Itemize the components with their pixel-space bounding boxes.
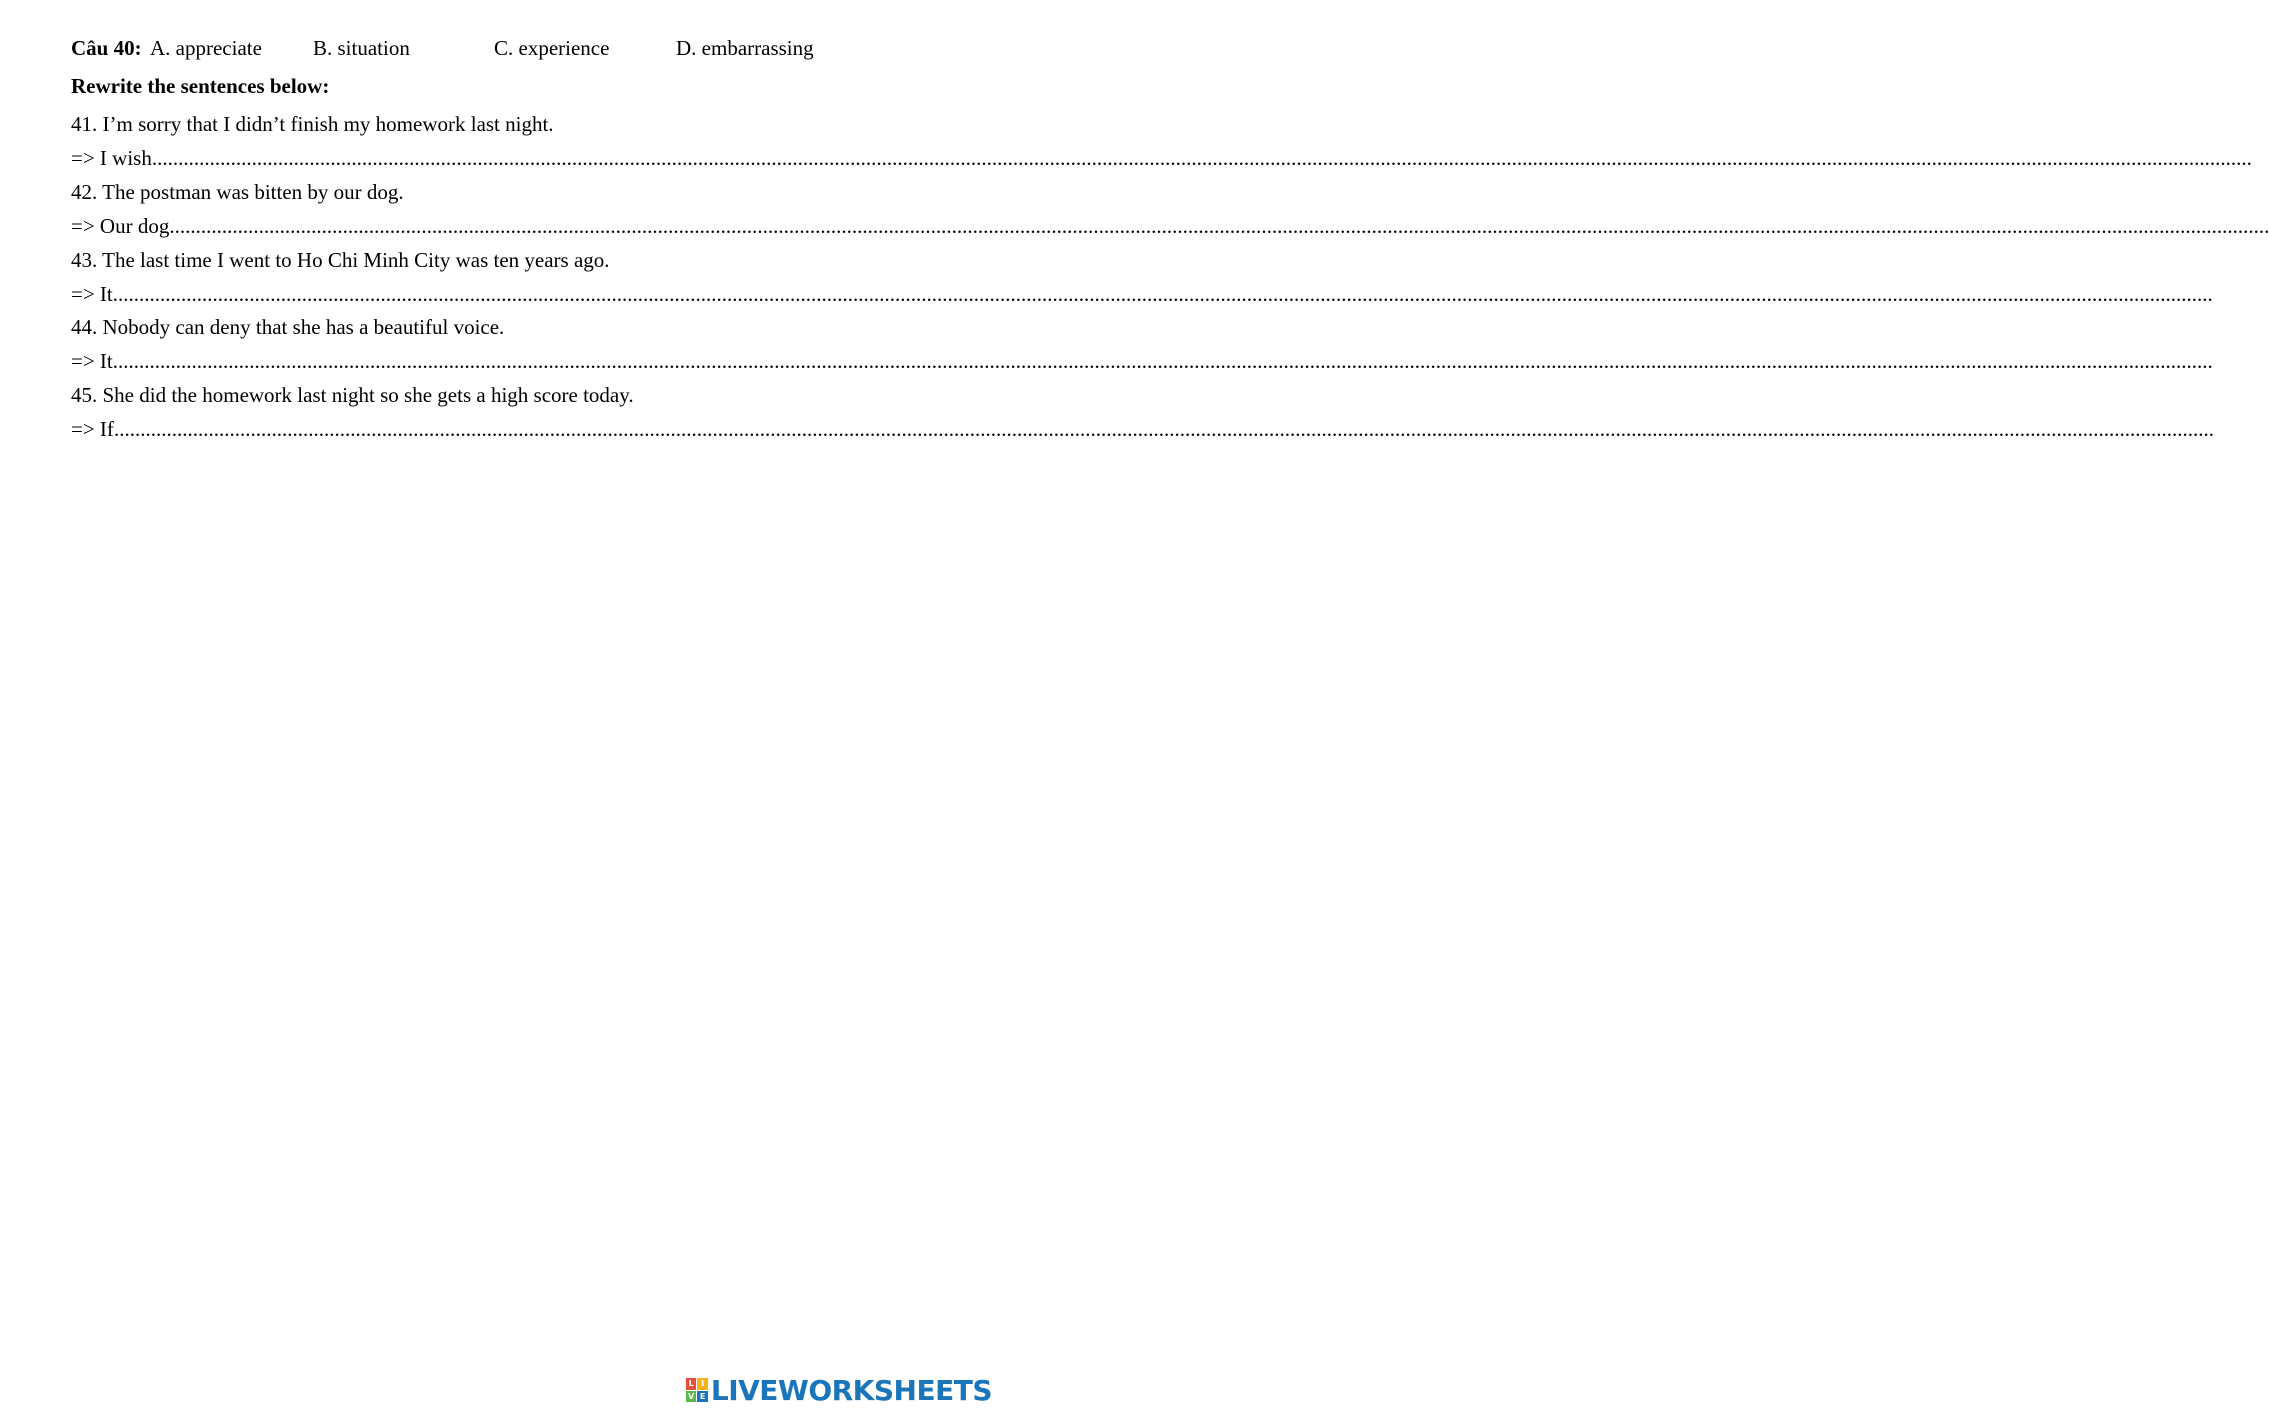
answer-prefix: => Our dog [71, 214, 170, 238]
option-c: C. experience [494, 36, 610, 60]
section-heading: Rewrite the sentences below: [71, 74, 330, 98]
option-d: D. embarrassing [676, 36, 814, 60]
answer-43[interactable] [71, 282, 2213, 306]
answer-42[interactable] [71, 214, 2269, 238]
question-40-options [71, 36, 931, 62]
dotted-answer-line: ................................................................................................................................................................................................................................................................................................................................................................................................................ [113, 417, 2214, 441]
dotted-answer-line: ................................................................................................................................................................................................................................................................................................................................................................................................................ [151, 146, 2252, 170]
option-b: B. situation [313, 36, 410, 60]
logo-mark-letter: E [697, 1391, 708, 1403]
logo-mark-icon [686, 1378, 708, 1402]
logo-text: LIVEWORKSHEETS [710, 1373, 992, 1407]
liveworksheets-logo [686, 1373, 992, 1407]
answer-41[interactable] [71, 146, 2252, 170]
question-43: 43. The last time I went to Ho Chi Minh City was ten years ago. [71, 248, 610, 272]
answer-prefix: => I wish [71, 146, 152, 170]
answer-prefix: => It [71, 349, 113, 373]
question-44: 44. Nobody can deny that she has a beautiful voice. [71, 315, 505, 339]
dotted-answer-line: ................................................................................................................................................................................................................................................................................................................................................................................................................ [112, 282, 2213, 306]
question-41: 41. I’m sorry that I didn’t finish my homework last night. [71, 112, 554, 136]
logo-mark-letter: L [686, 1378, 697, 1390]
question-40-label: Câu 40: [71, 36, 142, 60]
dotted-answer-line: ................................................................................................................................................................................................................................................................................................................................................................................................................ [112, 349, 2213, 373]
question-45: 45. She did the homework last night so she gets a high score today. [71, 383, 634, 407]
question-42: 42. The postman was bitten by our dog. [71, 180, 404, 204]
dotted-answer-line: ................................................................................................................................................................................................................................................................................................................................................................................................................ [169, 214, 2269, 238]
answer-45[interactable] [71, 417, 2214, 441]
option-a: A. appreciate [150, 36, 262, 60]
answer-44[interactable] [71, 349, 2213, 373]
answer-prefix: => If [71, 417, 114, 441]
logo-mark-letter: V [686, 1391, 697, 1403]
logo-mark-letter: I [697, 1378, 708, 1390]
answer-prefix: => It [71, 282, 113, 306]
